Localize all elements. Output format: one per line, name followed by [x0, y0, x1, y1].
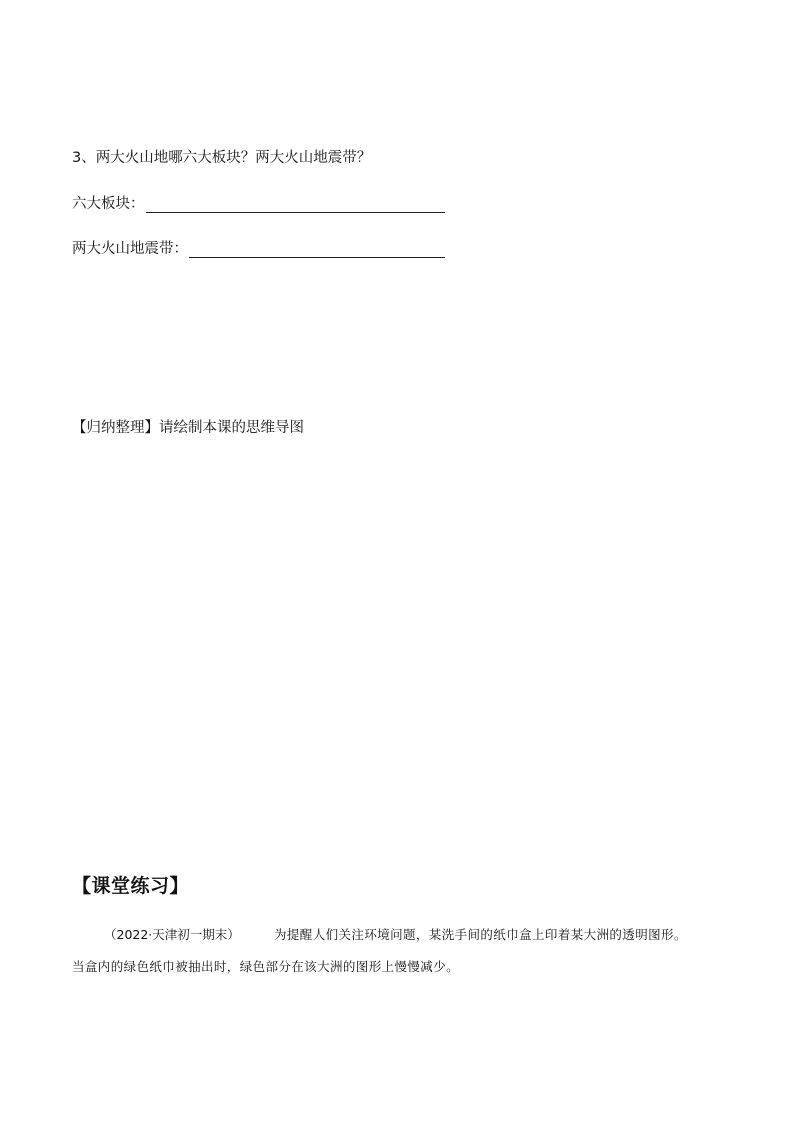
volcanic-belts-answer-blank[interactable] — [189, 243, 445, 258]
six-plates-label: 六大板块： — [72, 196, 145, 212]
six-plates-field — [72, 192, 445, 213]
exercise-text-1: 为提醒人们关注环境问题，某洗手间的纸巾盒上印着某大洲的透明图形。 — [274, 927, 687, 942]
exercise-line-1 — [104, 925, 687, 943]
summary-prompt: 【归纳整理】请绘制本课的思维导图 — [72, 420, 304, 436]
exercise-line-2: 当盒内的绿色纸巾被抽出时，绿色部分在该大洲的图形上慢慢减少。 — [72, 959, 460, 974]
volcanic-belts-label: 两大火山地震带： — [72, 241, 188, 257]
practice-section-title: 【课堂练习】 — [72, 875, 190, 897]
exercise-source: （2022·天津初一期末） — [104, 927, 240, 942]
question-3: 3、两大火山地哪六大板块？两大火山地震带？ — [72, 150, 372, 166]
six-plates-answer-blank[interactable] — [146, 198, 445, 213]
volcanic-belts-field — [72, 237, 445, 258]
